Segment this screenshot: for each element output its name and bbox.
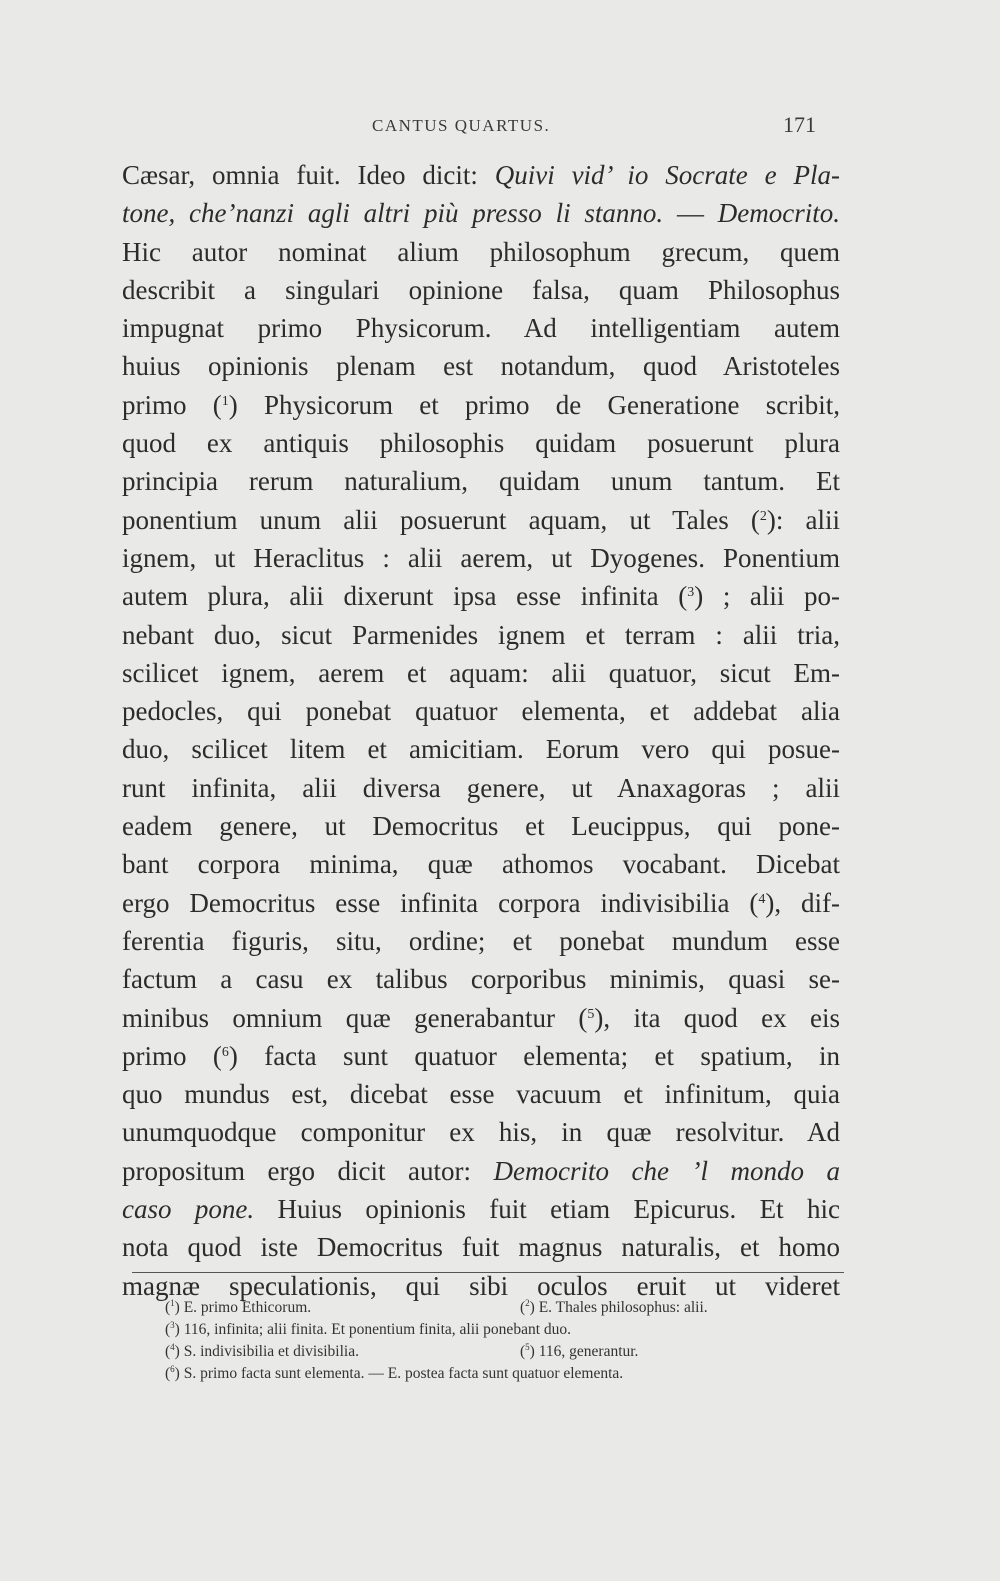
text-line bbox=[122, 1152, 840, 1190]
text-line bbox=[122, 999, 840, 1037]
text-run: factum a casu ex talibus corporibus minimis, quasi se- bbox=[122, 964, 840, 995]
text-run: primo ( bbox=[122, 1040, 222, 1071]
footnote-text: S. indivisibilia et divisibilia. bbox=[179, 1343, 359, 1360]
footnote-text: S. primo facta sunt elementa. — E. postea facta sunt quatuor elementa. bbox=[179, 1365, 624, 1382]
text-line bbox=[122, 616, 840, 654]
italic-quote: Quivi vid’ io Socrate e Pla- bbox=[494, 160, 840, 190]
text-run: nota quod iste Democritus fuit magnus naturalis, et homo bbox=[122, 1232, 840, 1263]
text-run: scilicet ignem, aerem et aquam: alii quatuor, sicut Em- bbox=[122, 657, 840, 688]
text-run: quod ex antiquis philosophis quidam posuerunt plura bbox=[122, 428, 840, 459]
text-run: ), ita quod ex eis bbox=[594, 1002, 840, 1033]
text-line bbox=[122, 424, 840, 462]
text-run: ) ; alii po- bbox=[694, 581, 840, 612]
text-line bbox=[122, 845, 840, 883]
footnote-ref: 1 bbox=[221, 393, 229, 409]
footnote-ref: 6 bbox=[221, 1044, 229, 1060]
text-run: magnæ speculationis, qui sibi oculos eruit ut videret bbox=[122, 1270, 840, 1301]
footnotes bbox=[165, 1297, 845, 1385]
footnote-number: 3 bbox=[170, 1320, 175, 1330]
italic-quote: Democrito che ’l mondo a bbox=[493, 1155, 840, 1186]
text-line bbox=[122, 1037, 840, 1075]
footnote-row bbox=[165, 1297, 845, 1319]
footnote-number: 2 bbox=[525, 1298, 530, 1308]
footnote-text: 116, generantur. bbox=[534, 1343, 639, 1360]
footnote-text: E. primo Ethicorum. bbox=[179, 1299, 312, 1316]
text-run: principia rerum naturalium, quidam unum tantum. Et bbox=[122, 466, 840, 497]
text-run: impugnat primo Physicorum. Ad intelligentiam autem bbox=[122, 313, 840, 344]
text-line bbox=[122, 1190, 840, 1228]
footnote-number: 6 bbox=[170, 1364, 175, 1374]
text-run: ponentium unum alii posuerunt aquam, ut Tales ( bbox=[122, 504, 760, 535]
text-line bbox=[122, 539, 840, 577]
italic-quote: tone, che’nanzi agli altri più presso li stanno. bbox=[122, 198, 664, 229]
footnote-number: 1 bbox=[170, 1298, 175, 1308]
text-line bbox=[122, 807, 840, 845]
text-line bbox=[122, 347, 840, 385]
text-run: ergo Democritus esse infinita corpora indivisibilia ( bbox=[122, 887, 759, 918]
text-run: Cæsar, omnia fuit. Ideo dicit: bbox=[122, 160, 495, 190]
footnote: ($^5$) 116, generantur. bbox=[520, 1342, 639, 1360]
footnote-number: 5 bbox=[525, 1342, 530, 1352]
footnote-row bbox=[165, 1341, 845, 1363]
text-line bbox=[122, 156, 840, 194]
text-line bbox=[122, 309, 840, 347]
text-run: autem plura, alii dixerunt ipsa esse infinita ( bbox=[122, 581, 688, 612]
text-line bbox=[122, 194, 840, 232]
text-line bbox=[122, 233, 840, 271]
text-line bbox=[122, 654, 840, 692]
footnote-row bbox=[165, 1363, 845, 1385]
text-line bbox=[122, 922, 840, 960]
text-run: bant corpora minima, quæ athomos vocabant. Dicebat bbox=[122, 849, 840, 880]
text-line bbox=[122, 769, 840, 807]
text-line bbox=[122, 692, 840, 730]
footnote-ref: 2 bbox=[759, 508, 767, 524]
footnote: ($^6$) S. primo facta sunt elementa. — E. postea facta sunt quatuor elementa. bbox=[165, 1364, 624, 1382]
text-run: ignem, ut Heraclitus : alii aerem, ut Dyogenes. Ponentium bbox=[122, 542, 840, 573]
text-line bbox=[122, 1113, 840, 1151]
text-run: ), dif- bbox=[765, 887, 840, 918]
text-line bbox=[122, 577, 840, 615]
text-line bbox=[122, 386, 840, 424]
text-run: duo, scilicet litem et amicitiam. Eorum vero qui posue- bbox=[122, 734, 840, 765]
footnote-ref: 4 bbox=[758, 891, 766, 907]
text-line bbox=[122, 1075, 840, 1113]
footnote: ($^1$) E. primo Ethicorum. bbox=[165, 1298, 312, 1316]
text-run: propositum ergo dicit autor: bbox=[122, 1155, 494, 1186]
text-run: primo ( bbox=[122, 389, 222, 420]
text-line bbox=[122, 462, 840, 500]
text-line bbox=[122, 271, 840, 309]
footnote-text: 116, infinita; alii finita. Et ponentium finita, alii ponebant duo. bbox=[179, 1321, 571, 1338]
italic-quote: Democrito. bbox=[717, 198, 840, 229]
running-head: CANTUS QUARTUS. bbox=[372, 116, 551, 135]
text-run: nebant duo, sicut Parmenides ignem et terram : alii tria, bbox=[122, 619, 840, 650]
text-run: — bbox=[663, 198, 718, 229]
text-run: pedocles, qui ponebat quatuor elementa, et addebat alia bbox=[122, 696, 840, 727]
text-run: minibus omnium quæ generabantur ( bbox=[122, 1002, 588, 1033]
text-run: ferentia figuris, situ, ordine; et ponebat mundum esse bbox=[122, 925, 840, 956]
text-run: unumquodque componitur ex his, in quæ resolvitur. Ad bbox=[122, 1117, 840, 1148]
footnote-row bbox=[165, 1319, 845, 1341]
text-run: Huius opinionis fuit etiam Epicurus. Et hic bbox=[254, 1194, 840, 1225]
footnote: ($^3$) 116, infinita; alii finita. Et ponentium finita, alii ponebant duo. bbox=[165, 1320, 571, 1338]
text-run: describit a singulari opinione falsa, quam Philosophus bbox=[122, 274, 840, 305]
text-run: eadem genere, ut Democritus et Leucippus, qui pone- bbox=[122, 811, 840, 842]
italic-quote: caso pone. bbox=[122, 1194, 255, 1225]
footnote-ref: 3 bbox=[687, 585, 695, 601]
footnote-ref: 5 bbox=[587, 1006, 595, 1022]
text-run: ) facta sunt quatuor elementa; et spatium, in bbox=[228, 1040, 840, 1071]
page-number: 171 bbox=[783, 112, 816, 137]
footnote-number: 4 bbox=[170, 1342, 175, 1352]
text-line bbox=[122, 730, 840, 768]
footnote-rule bbox=[132, 1272, 844, 1273]
body-text bbox=[122, 156, 840, 1305]
text-run: ): alii bbox=[766, 504, 840, 535]
text-line bbox=[122, 884, 840, 922]
text-run: quo mundus est, dicebat esse vacuum et infinitum, quia bbox=[122, 1079, 840, 1110]
text-run: ) Physicorum et primo de Generatione scribit, bbox=[228, 389, 840, 420]
footnote-text: E. Thales philosophus: alii. bbox=[534, 1299, 708, 1316]
text-line bbox=[122, 1228, 840, 1266]
text-run: runt infinita, alii diversa genere, ut Anaxagoras ; alii bbox=[122, 772, 840, 803]
text-run: huius opinionis plenam est notandum, quod Aristoteles bbox=[122, 351, 840, 382]
text-line bbox=[122, 960, 840, 998]
text-run: Hic autor nominat alium philosophum grecum, quem bbox=[122, 236, 840, 267]
text-line bbox=[122, 501, 840, 539]
footnote: ($^2$) E. Thales philosophus: alii. bbox=[520, 1298, 708, 1316]
footnote: ($^4$) S. indivisibilia et divisibilia. bbox=[165, 1342, 359, 1360]
